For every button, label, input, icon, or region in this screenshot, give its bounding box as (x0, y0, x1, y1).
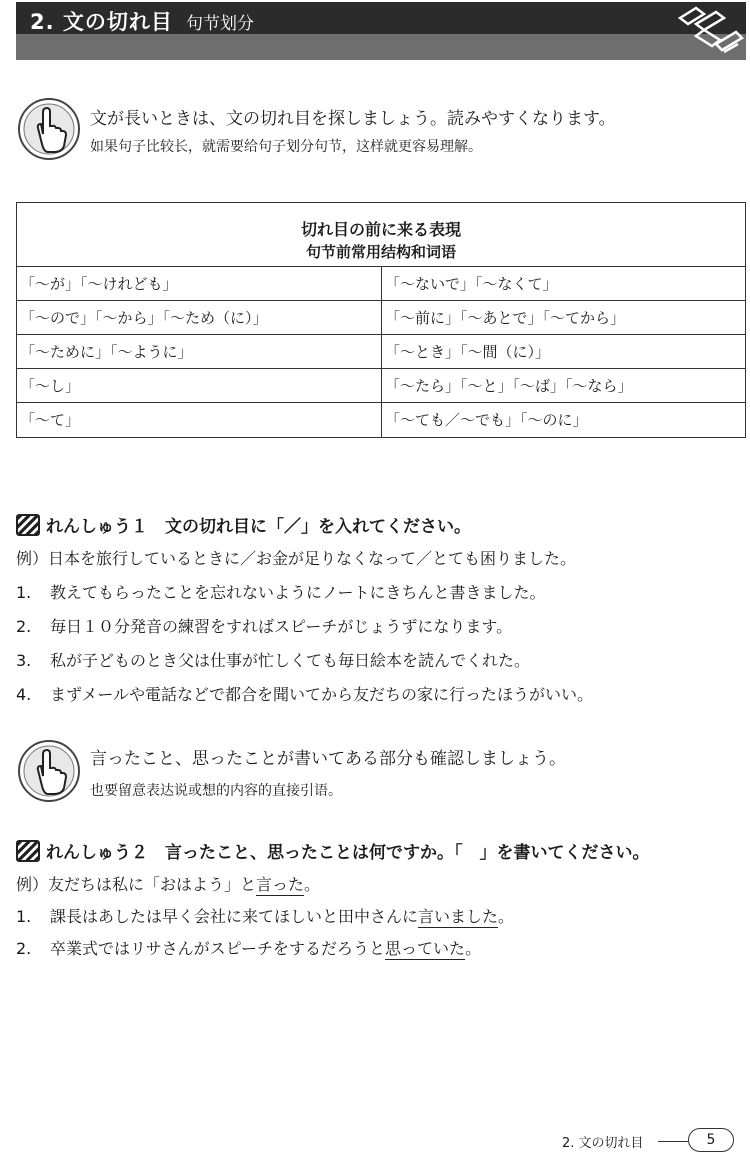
example-underlined-verb: 言った (256, 875, 305, 894)
pointing-hand-icon (16, 96, 82, 162)
exercise-1-example (16, 546, 576, 569)
table-row (17, 335, 745, 369)
item-number: 4. (16, 685, 32, 704)
item-text-post: 。 (465, 939, 482, 958)
item-number: 2. (16, 939, 32, 958)
example-label: 例） (16, 549, 49, 568)
item-number: 3. (16, 651, 32, 670)
item-text-pre: 課長はあしたは早く会社に来てほしいと田中さんに (50, 907, 419, 926)
tip-1-japanese: 文が長いときは、文の切れ目を探しましょう。読みやすくなります。 (90, 109, 616, 129)
list-item (16, 580, 546, 603)
table-title-japanese: 切れ目の前に来る表現 (300, 220, 461, 239)
item-number: 1. (16, 583, 32, 602)
list-item (16, 682, 593, 705)
table-title-chinese: 句节前常用结构和词语 (305, 243, 456, 261)
item-number: 2. (16, 617, 32, 636)
list-item (16, 904, 514, 927)
list-item (16, 614, 512, 637)
table-cell-right: 「～たら」「～と」「～ば」「～なら」 (385, 377, 633, 395)
table-row (17, 369, 745, 403)
example-text-post: 。 (304, 875, 321, 894)
section-subtitle: 句节划分 (186, 14, 254, 34)
exercise-2-title (16, 838, 650, 863)
example-label: 例） (16, 875, 49, 894)
table-row (17, 403, 745, 437)
table-cell-right: 「～ても／～でも」「～のに」 (385, 411, 588, 429)
item-text: まずメールや電話などで都合を聞いてから友だちの家に行ったほうがいい。 (50, 685, 594, 704)
example-text-pre: 友だちは私に「おはよう」と (48, 875, 257, 894)
table-cell-left: 「～ために」「～ように」 (17, 335, 382, 369)
table-row (17, 267, 745, 301)
expression-table (16, 202, 746, 438)
section-title: 2. 文の切れ目 (30, 10, 173, 34)
item-text: 毎日１０分発音の練習をすればスピーチがじょうずになります。 (50, 617, 513, 636)
exercise-mark-icon (16, 514, 40, 536)
pointing-hand-icon (16, 738, 82, 804)
item-underlined-verb: 思っていた (385, 939, 466, 958)
table-header (17, 203, 745, 267)
tip-2-japanese: 言ったこと、思ったことが書いてある部分も確認しましょう。 (90, 749, 566, 769)
exercise-2-title-text: れんしゅう２ 言ったこと、思ったことは何ですか。「 」を書いてください。 (46, 843, 650, 863)
header-grey-band (16, 34, 746, 60)
table-cell-left: 「～し」 (17, 369, 382, 403)
table-cell-right: 「～とき」「～間（に）」 (385, 343, 551, 361)
table-cell-left: 「～て」 (17, 403, 382, 437)
footer-section-name: 2. 文の切れ目 (562, 1136, 644, 1151)
ruler-logo-icon (674, 4, 744, 58)
table-cell-left: 「～が」「～けれども」 (17, 267, 382, 301)
table-cell-right: 「～前に」「～あとで」「～てから」 (385, 309, 626, 327)
list-item (16, 936, 481, 959)
item-text-post: 。 (498, 907, 515, 926)
exercise-1-title (16, 512, 471, 537)
section-header (16, 2, 746, 60)
item-text: 私が子どものとき父は仕事が忙しくても毎日絵本を読んでくれた。 (50, 651, 531, 670)
table-row (17, 301, 745, 335)
example-text: 日本を旅行しているときに／お金が足りなくなって／とても困りました。 (48, 549, 577, 568)
list-item (16, 648, 530, 671)
page-number: 5 (688, 1128, 734, 1152)
table-cell-right: 「～ないで」「～なくて」 (385, 275, 558, 293)
item-text-pre: 卒業式ではリサさんがスピーチをするだろうと (50, 939, 386, 958)
table-cell-left: 「～ので」「～から」「～ため（に）」 (17, 301, 382, 335)
exercise-2-example (16, 872, 320, 895)
item-text: 教えてもらったことを忘れないようにノートにきちんと書きました。 (50, 583, 546, 602)
tip-2-chinese: 也要留意表达说或想的内容的直接引语。 (90, 783, 342, 799)
page-footer (562, 1128, 742, 1152)
exercise-1-title-text: れんしゅう１ 文の切れ目に「／」を入れてください。 (46, 517, 471, 537)
footer-divider (658, 1141, 688, 1142)
tip-1-chinese: 如果句子比较长，就需要给句子划分句节，这样就更容易理解。 (90, 139, 482, 155)
item-number: 1. (16, 907, 32, 926)
exercise-mark-icon (16, 840, 40, 862)
item-underlined-verb: 言いました (418, 907, 499, 926)
